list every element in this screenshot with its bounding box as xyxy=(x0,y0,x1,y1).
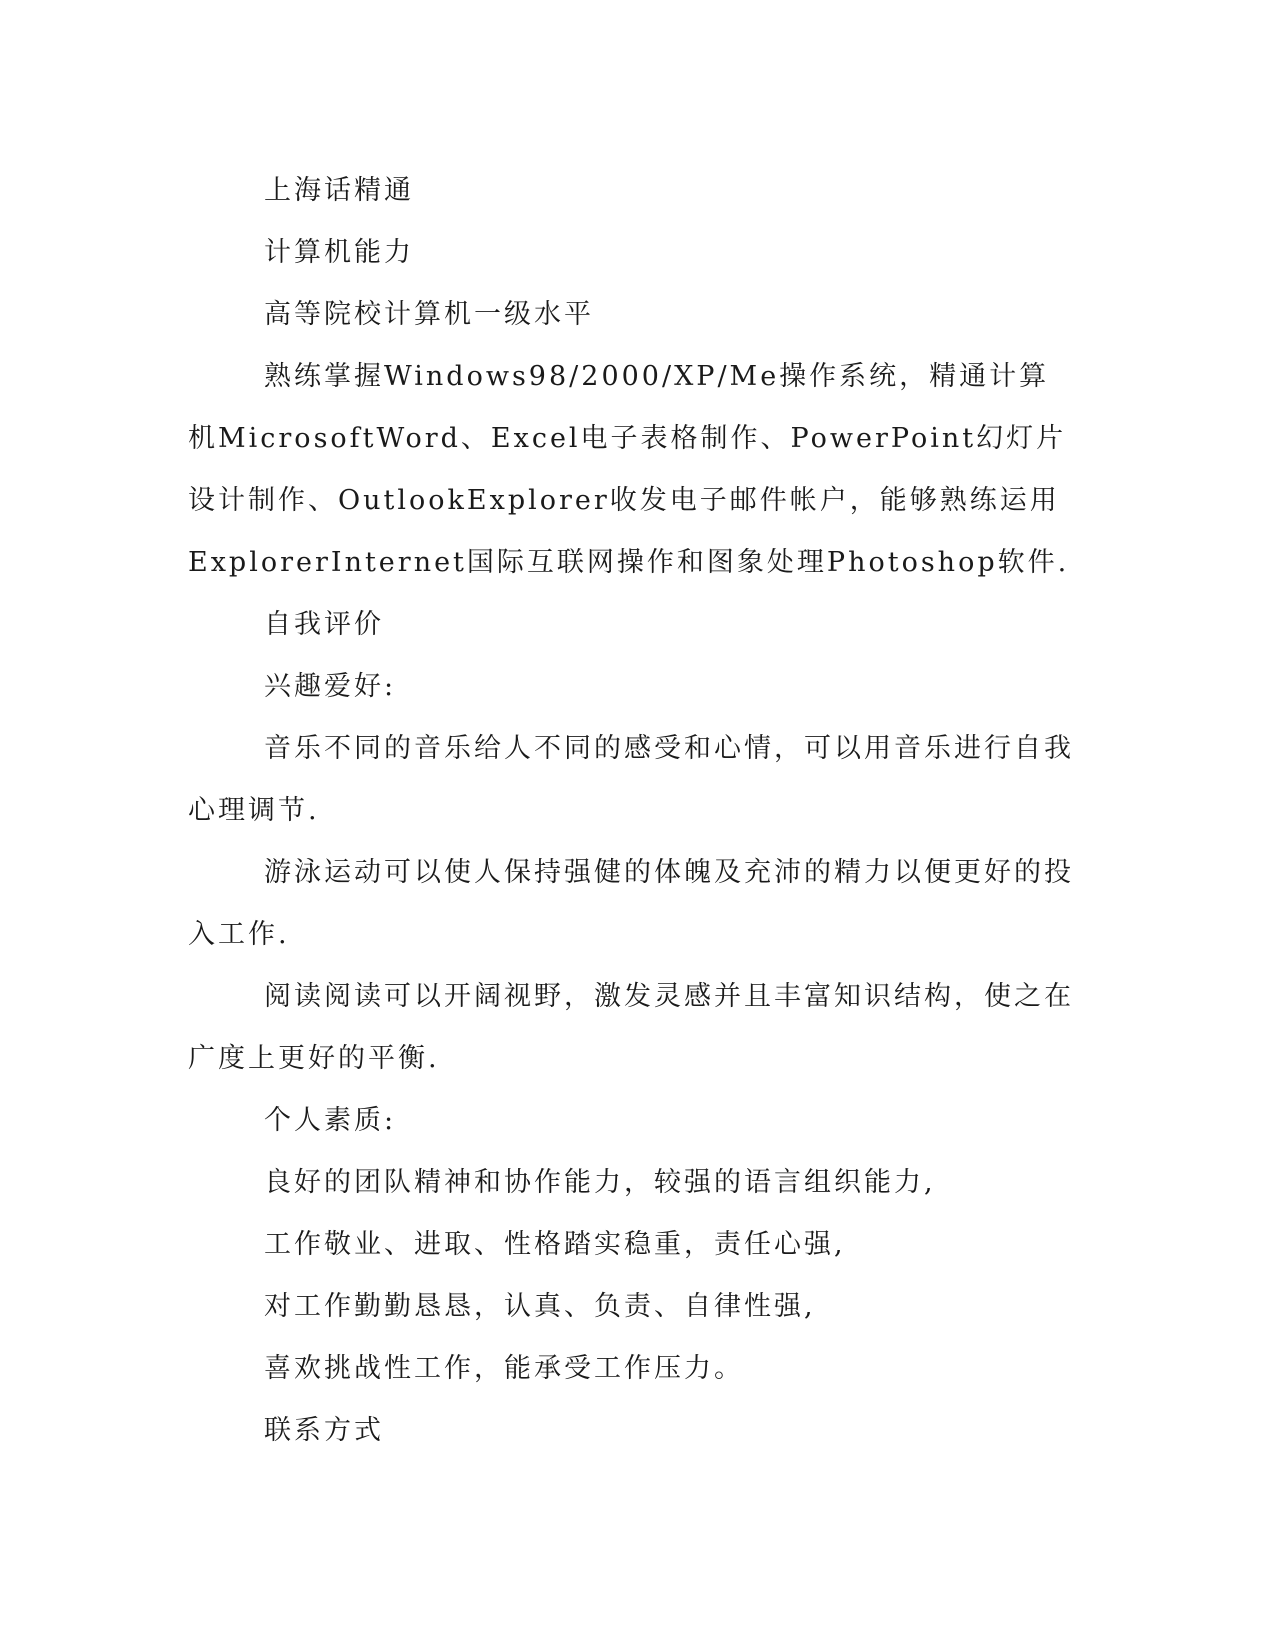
paragraph-software-skills: 熟练掌握Windows98/2000/XP/Me操作系统，精通计算机MicrosoftWord、Excel电子表格制作、PowerPoint幻灯片设计制作、OutlookExplorer收发电子邮件帐户，能够熟练运用ExplorerInternet国际互联网操作和图象处理Photoshop软件. xyxy=(188,361,1070,578)
list-item-quality-dedication: 工作敬业、进取、性格踏实稳重，责任心强, xyxy=(264,1229,846,1260)
list-item-quality-teamwork: 良好的团队精神和协作能力，较强的语言组织能力, xyxy=(264,1167,936,1198)
paragraph-shanghainese: 上海话精通 xyxy=(264,175,414,206)
list-item-quality-challenge: 喜欢挑战性工作，能承受工作压力。 xyxy=(264,1353,744,1384)
paragraph-computer-level: 高等院校计算机一级水平 xyxy=(264,299,594,330)
paragraph-hobby-music: 音乐不同的音乐给人不同的感受和心情，可以用音乐进行自我心理调节. xyxy=(188,733,1074,826)
heading-contact-info: 联系方式 xyxy=(264,1415,384,1446)
paragraph-hobby-reading: 阅读阅读可以开阔视野，激发灵感并且丰富知识结构，使之在广度上更好的平衡. xyxy=(188,981,1074,1074)
paragraph-hobby-swimming: 游泳运动可以使人保持强健的体魄及充沛的精力以便更好的投入工作. xyxy=(188,857,1074,950)
heading-hobbies: 兴趣爱好: xyxy=(264,671,397,702)
heading-computer-skills: 计算机能力 xyxy=(264,237,414,268)
heading-self-evaluation: 自我评价 xyxy=(264,609,384,640)
document-body xyxy=(188,160,1078,1462)
heading-personal-qualities: 个人素质: xyxy=(264,1105,397,1136)
list-item-quality-responsibility: 对工作勤勤恳恳，认真、负责、自律性强, xyxy=(264,1291,816,1322)
